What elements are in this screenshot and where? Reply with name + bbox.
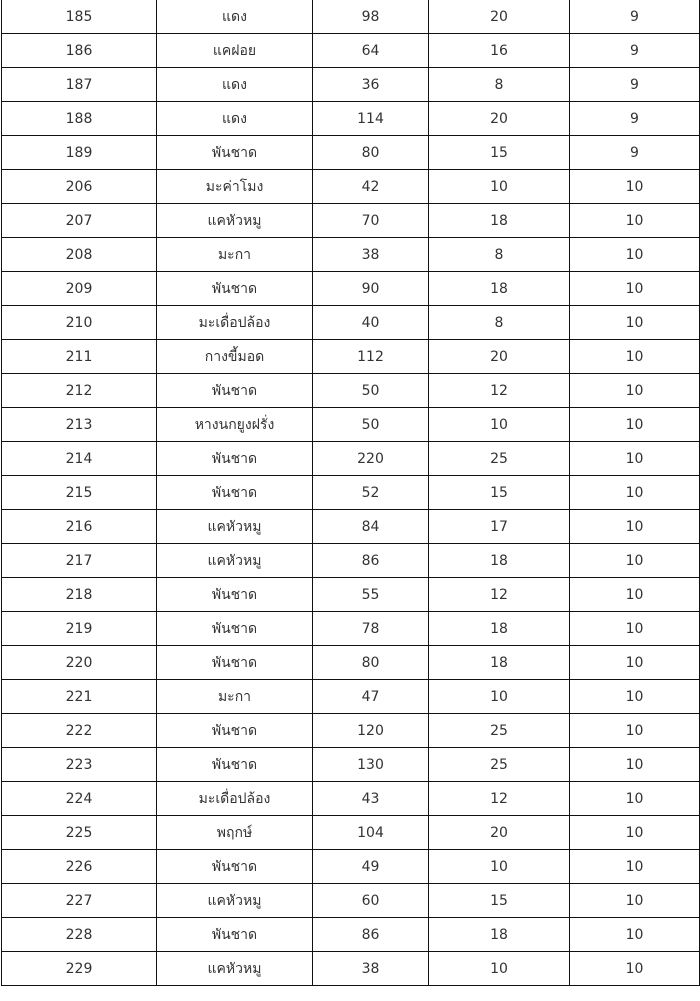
- height-cell: 10: [429, 170, 570, 204]
- height-cell: 18: [429, 272, 570, 306]
- species-name-cell: มะกา: [157, 238, 313, 272]
- tree-number-cell: 211: [2, 340, 157, 374]
- species-name-cell: แคหัวหมู: [157, 544, 313, 578]
- table-row: [2, 748, 700, 782]
- height-cell: 16: [429, 34, 570, 68]
- circumference-cell: 47: [313, 680, 429, 714]
- table-row: [2, 306, 700, 340]
- plot-number-cell: 10: [570, 544, 700, 578]
- height-cell: 12: [429, 782, 570, 816]
- plot-number-cell: 9: [570, 136, 700, 170]
- circumference-cell: 104: [313, 816, 429, 850]
- plot-number-cell: 10: [570, 714, 700, 748]
- plot-number-cell: 10: [570, 578, 700, 612]
- circumference-cell: 49: [313, 850, 429, 884]
- species-name-cell: พันชาด: [157, 578, 313, 612]
- table-row: [2, 0, 700, 34]
- height-cell: 20: [429, 816, 570, 850]
- species-name-cell: พฤกษ์: [157, 816, 313, 850]
- tree-number-cell: 186: [2, 34, 157, 68]
- tree-number-cell: 213: [2, 408, 157, 442]
- height-cell: 20: [429, 340, 570, 374]
- species-name-cell: พันชาด: [157, 918, 313, 952]
- tree-number-cell: 223: [2, 748, 157, 782]
- table-row: [2, 782, 700, 816]
- circumference-cell: 52: [313, 476, 429, 510]
- circumference-cell: 80: [313, 646, 429, 680]
- species-name-cell: หางนกยูงฝรั่ง: [157, 408, 313, 442]
- table-row: [2, 408, 700, 442]
- tree-number-cell: 206: [2, 170, 157, 204]
- circumference-cell: 50: [313, 374, 429, 408]
- height-cell: 8: [429, 68, 570, 102]
- plot-number-cell: 9: [570, 102, 700, 136]
- species-name-cell: แคหัวหมู: [157, 884, 313, 918]
- plot-number-cell: 10: [570, 952, 700, 986]
- plot-number-cell: 10: [570, 918, 700, 952]
- tree-number-cell: 214: [2, 442, 157, 476]
- plot-number-cell: 10: [570, 340, 700, 374]
- circumference-cell: 42: [313, 170, 429, 204]
- height-cell: 18: [429, 204, 570, 238]
- circumference-cell: 38: [313, 238, 429, 272]
- table-row: [2, 476, 700, 510]
- tree-number-cell: 218: [2, 578, 157, 612]
- species-name-cell: แคหัวหมู: [157, 952, 313, 986]
- height-cell: 18: [429, 544, 570, 578]
- plot-number-cell: 10: [570, 646, 700, 680]
- plot-number-cell: 10: [570, 680, 700, 714]
- height-cell: 15: [429, 476, 570, 510]
- table-row: [2, 340, 700, 374]
- tree-number-cell: 188: [2, 102, 157, 136]
- table-row: [2, 136, 700, 170]
- plot-number-cell: 10: [570, 510, 700, 544]
- plot-number-cell: 10: [570, 374, 700, 408]
- species-name-cell: พันชาด: [157, 442, 313, 476]
- plot-number-cell: 10: [570, 238, 700, 272]
- table-row: [2, 34, 700, 68]
- tree-number-cell: 215: [2, 476, 157, 510]
- tree-number-cell: 217: [2, 544, 157, 578]
- table-row: [2, 646, 700, 680]
- height-cell: 8: [429, 238, 570, 272]
- circumference-cell: 90: [313, 272, 429, 306]
- circumference-cell: 120: [313, 714, 429, 748]
- height-cell: 10: [429, 850, 570, 884]
- height-cell: 10: [429, 952, 570, 986]
- tree-number-cell: 207: [2, 204, 157, 238]
- tree-number-cell: 208: [2, 238, 157, 272]
- tree-number-cell: 209: [2, 272, 157, 306]
- species-name-cell: พันชาด: [157, 272, 313, 306]
- table-body: [2, 0, 700, 986]
- height-cell: 10: [429, 408, 570, 442]
- circumference-cell: 86: [313, 918, 429, 952]
- tree-number-cell: 229: [2, 952, 157, 986]
- plot-number-cell: 10: [570, 884, 700, 918]
- height-cell: 18: [429, 612, 570, 646]
- species-name-cell: พันชาด: [157, 646, 313, 680]
- table-row: [2, 442, 700, 476]
- species-name-cell: พันชาด: [157, 136, 313, 170]
- plot-number-cell: 9: [570, 0, 700, 34]
- circumference-cell: 36: [313, 68, 429, 102]
- plot-number-cell: 10: [570, 306, 700, 340]
- circumference-cell: 114: [313, 102, 429, 136]
- plot-number-cell: 10: [570, 782, 700, 816]
- height-cell: 12: [429, 374, 570, 408]
- circumference-cell: 70: [313, 204, 429, 238]
- species-name-cell: มะค่าโมง: [157, 170, 313, 204]
- species-name-cell: แดง: [157, 102, 313, 136]
- tree-number-cell: 226: [2, 850, 157, 884]
- plot-number-cell: 10: [570, 442, 700, 476]
- species-name-cell: พันชาด: [157, 612, 313, 646]
- plot-number-cell: 10: [570, 850, 700, 884]
- tree-number-cell: 189: [2, 136, 157, 170]
- species-name-cell: แคหัวหมู: [157, 510, 313, 544]
- circumference-cell: 98: [313, 0, 429, 34]
- height-cell: 12: [429, 578, 570, 612]
- tree-number-cell: 221: [2, 680, 157, 714]
- tree-number-cell: 185: [2, 0, 157, 34]
- height-cell: 8: [429, 306, 570, 340]
- circumference-cell: 112: [313, 340, 429, 374]
- tree-number-cell: 220: [2, 646, 157, 680]
- plot-number-cell: 10: [570, 612, 700, 646]
- table-row: [2, 680, 700, 714]
- tree-number-cell: 227: [2, 884, 157, 918]
- species-name-cell: แดง: [157, 68, 313, 102]
- circumference-cell: 43: [313, 782, 429, 816]
- height-cell: 15: [429, 136, 570, 170]
- circumference-cell: 78: [313, 612, 429, 646]
- plot-number-cell: 10: [570, 816, 700, 850]
- species-name-cell: กางขี้มอด: [157, 340, 313, 374]
- circumference-cell: 55: [313, 578, 429, 612]
- height-cell: 25: [429, 714, 570, 748]
- species-name-cell: พันชาด: [157, 714, 313, 748]
- table-row: [2, 374, 700, 408]
- circumference-cell: 60: [313, 884, 429, 918]
- circumference-cell: 84: [313, 510, 429, 544]
- species-name-cell: มะเดื่อปล้อง: [157, 782, 313, 816]
- species-name-cell: แดง: [157, 0, 313, 34]
- plot-number-cell: 9: [570, 34, 700, 68]
- height-cell: 20: [429, 0, 570, 34]
- table-row: [2, 952, 700, 986]
- circumference-cell: 40: [313, 306, 429, 340]
- table-row: [2, 544, 700, 578]
- species-name-cell: แคฝอย: [157, 34, 313, 68]
- table-row: [2, 612, 700, 646]
- table-row: [2, 68, 700, 102]
- circumference-cell: 130: [313, 748, 429, 782]
- circumference-cell: 50: [313, 408, 429, 442]
- species-name-cell: พันชาด: [157, 748, 313, 782]
- table-row: [2, 238, 700, 272]
- height-cell: 20: [429, 102, 570, 136]
- table-row: [2, 884, 700, 918]
- plot-number-cell: 10: [570, 170, 700, 204]
- circumference-cell: 38: [313, 952, 429, 986]
- height-cell: 17: [429, 510, 570, 544]
- height-cell: 25: [429, 748, 570, 782]
- table-row: [2, 578, 700, 612]
- table-row: [2, 102, 700, 136]
- table-row: [2, 272, 700, 306]
- species-name-cell: แคหัวหมู: [157, 204, 313, 238]
- tree-number-cell: 212: [2, 374, 157, 408]
- species-name-cell: พันชาด: [157, 374, 313, 408]
- height-cell: 10: [429, 680, 570, 714]
- height-cell: 18: [429, 646, 570, 680]
- table-row: [2, 204, 700, 238]
- plot-number-cell: 10: [570, 476, 700, 510]
- species-name-cell: พันชาด: [157, 850, 313, 884]
- tree-number-cell: 228: [2, 918, 157, 952]
- tree-number-cell: 219: [2, 612, 157, 646]
- plot-number-cell: 10: [570, 204, 700, 238]
- table-row: [2, 918, 700, 952]
- height-cell: 15: [429, 884, 570, 918]
- table-row: [2, 850, 700, 884]
- plot-number-cell: 10: [570, 748, 700, 782]
- tree-number-cell: 225: [2, 816, 157, 850]
- species-name-cell: มะกา: [157, 680, 313, 714]
- tree-number-cell: 224: [2, 782, 157, 816]
- tree-data-table: [1, 0, 700, 986]
- circumference-cell: 86: [313, 544, 429, 578]
- plot-number-cell: 10: [570, 408, 700, 442]
- table-row: [2, 170, 700, 204]
- circumference-cell: 64: [313, 34, 429, 68]
- tree-number-cell: 187: [2, 68, 157, 102]
- table-row: [2, 714, 700, 748]
- table-row: [2, 816, 700, 850]
- circumference-cell: 220: [313, 442, 429, 476]
- table-row: [2, 510, 700, 544]
- tree-number-cell: 222: [2, 714, 157, 748]
- species-name-cell: มะเดื่อปล้อง: [157, 306, 313, 340]
- circumference-cell: 80: [313, 136, 429, 170]
- plot-number-cell: 10: [570, 272, 700, 306]
- species-name-cell: พันชาด: [157, 476, 313, 510]
- tree-number-cell: 210: [2, 306, 157, 340]
- plot-number-cell: 9: [570, 68, 700, 102]
- height-cell: 18: [429, 918, 570, 952]
- height-cell: 25: [429, 442, 570, 476]
- tree-number-cell: 216: [2, 510, 157, 544]
